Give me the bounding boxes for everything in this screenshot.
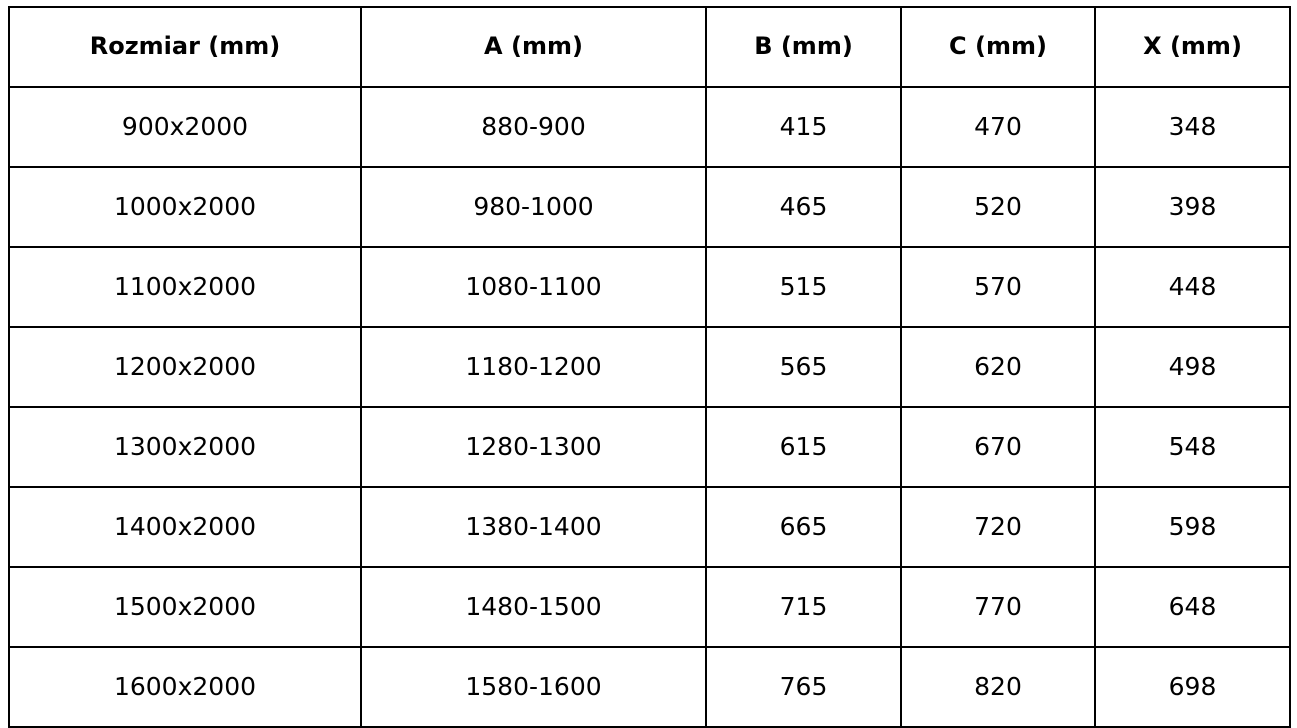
cell-c: 670 [901,407,1095,487]
cell-rozmiar: 1300x2000 [9,407,361,487]
cell-c: 520 [901,167,1095,247]
cell-rozmiar: 1600x2000 [9,647,361,727]
cell-b: 565 [706,327,901,407]
cell-a: 880-900 [361,87,706,167]
cell-x: 448 [1095,247,1290,327]
table-body [9,87,1290,727]
column-header-a: A (mm) [361,7,706,87]
table-row [9,407,1290,487]
cell-c: 620 [901,327,1095,407]
cell-c: 570 [901,247,1095,327]
cell-a: 1380-1400 [361,487,706,567]
cell-rozmiar: 1400x2000 [9,487,361,567]
cell-rozmiar: 1000x2000 [9,167,361,247]
cell-rozmiar: 900x2000 [9,87,361,167]
cell-a: 1080-1100 [361,247,706,327]
cell-c: 720 [901,487,1095,567]
cell-c: 470 [901,87,1095,167]
cell-c: 770 [901,567,1095,647]
column-header-x: X (mm) [1095,7,1290,87]
cell-x: 548 [1095,407,1290,487]
cell-a: 1580-1600 [361,647,706,727]
table-row [9,327,1290,407]
cell-a: 980-1000 [361,167,706,247]
cell-b: 765 [706,647,901,727]
cell-x: 598 [1095,487,1290,567]
column-header-rozmiar: Rozmiar (mm) [9,7,361,87]
cell-x: 498 [1095,327,1290,407]
cell-x: 398 [1095,167,1290,247]
cell-b: 615 [706,407,901,487]
table-header [9,7,1290,87]
table-row [9,247,1290,327]
column-header-b: B (mm) [706,7,901,87]
table-header-row [9,7,1290,87]
cell-rozmiar: 1100x2000 [9,247,361,327]
column-header-c: C (mm) [901,7,1095,87]
cell-x: 648 [1095,567,1290,647]
cell-b: 715 [706,567,901,647]
cell-x: 698 [1095,647,1290,727]
size-table [8,6,1291,728]
table-row [9,487,1290,567]
cell-b: 415 [706,87,901,167]
cell-rozmiar: 1500x2000 [9,567,361,647]
cell-b: 665 [706,487,901,567]
cell-a: 1180-1200 [361,327,706,407]
table-row [9,567,1290,647]
cell-a: 1480-1500 [361,567,706,647]
cell-a: 1280-1300 [361,407,706,487]
cell-rozmiar: 1200x2000 [9,327,361,407]
table-row [9,167,1290,247]
cell-x: 348 [1095,87,1290,167]
cell-b: 515 [706,247,901,327]
cell-c: 820 [901,647,1095,727]
table-row [9,647,1290,727]
table-row [9,87,1290,167]
cell-b: 465 [706,167,901,247]
